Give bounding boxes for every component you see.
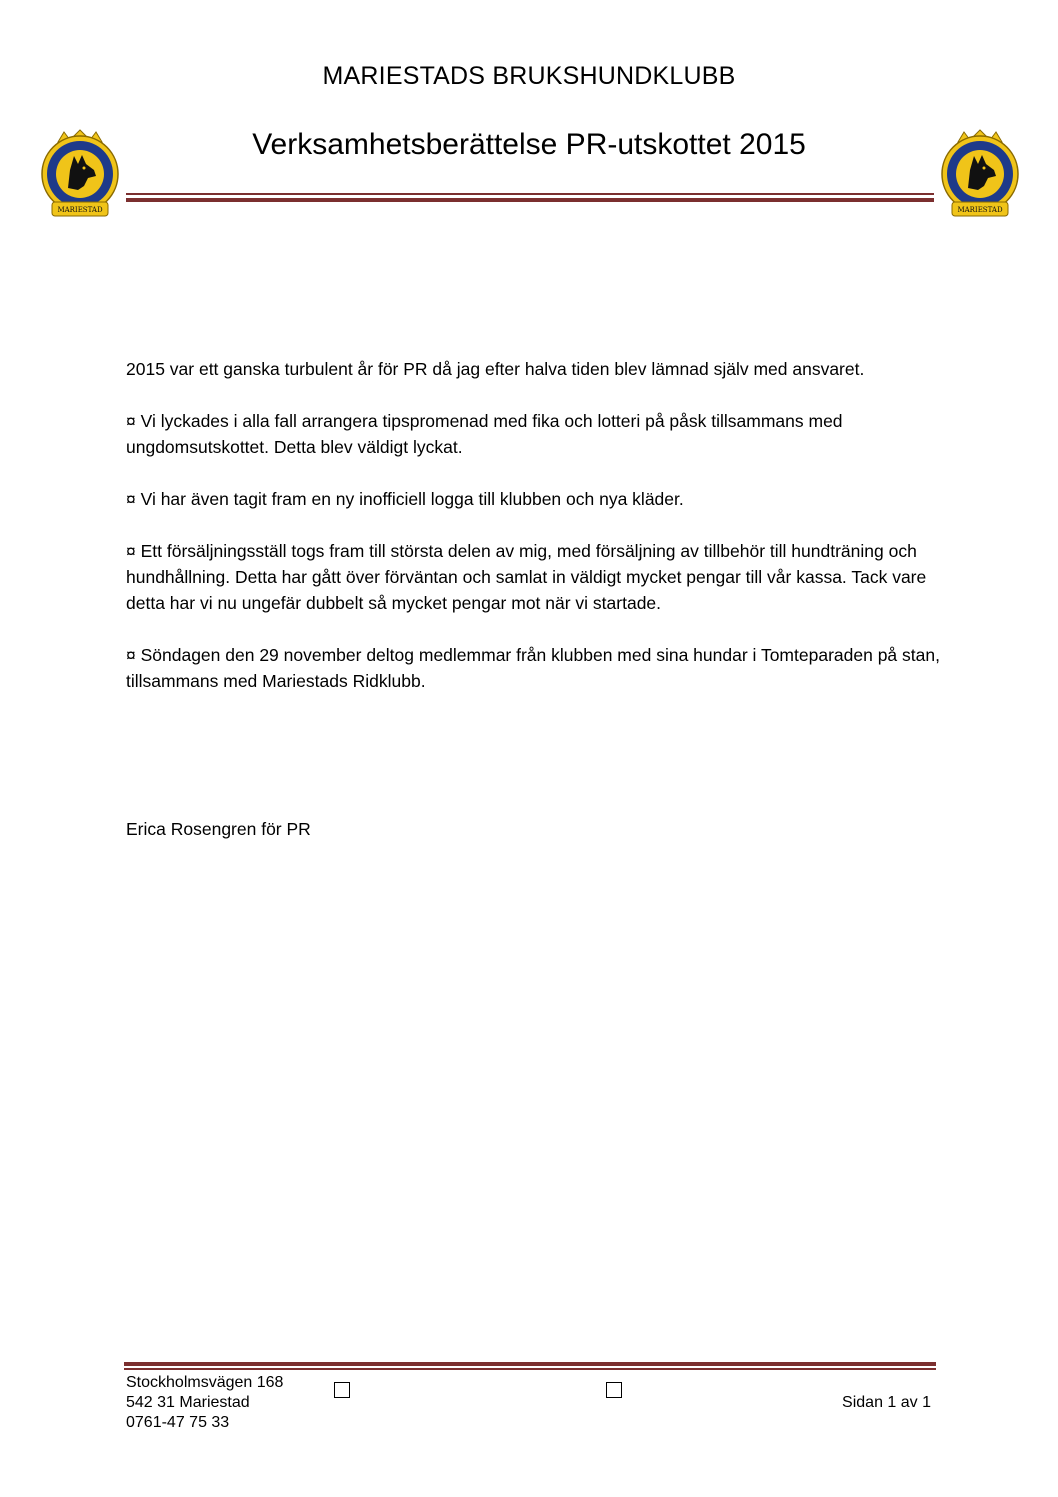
footer-checkbox-1[interactable] — [334, 1382, 350, 1398]
address-city: 542 31 Mariestad — [126, 1394, 250, 1411]
report-body — [126, 356, 946, 720]
svg-text:MARIESTAD: MARIESTAD — [57, 206, 103, 214]
paragraph-logga: ¤ Vi har även tagit fram en ny inofficiell logga till klubben och nya kläder. — [126, 489, 684, 509]
paragraph-tipspromenad: ¤ Vi lyckades i alla fall arrangera tipspromenad med fika och lotteri på påsk tillsammans med ungdomsutskottet. Detta blev väldigt lyckat. — [126, 411, 843, 457]
svg-text:MARIESTAD: MARIESTAD — [957, 206, 1003, 214]
club-logo-left — [34, 124, 126, 222]
address-phone: 0761-47 75 33 — [126, 1414, 230, 1431]
address-street: Stockholmsvägen 168 — [126, 1374, 284, 1391]
signature: Erica Rosengren för PR — [126, 819, 311, 839]
page-number: Sidan 1 av 1 — [842, 1394, 931, 1411]
paragraph-forsaljning: ¤ Ett försäljningsställ togs fram till största delen av mig, med försäljning av tillbehör till hundträning och hundhållning. Detta har gått över förväntan och samlat in väldigt mycket pengar till vår kassa. Tack vare detta har vi nu ungefär dubbelt så mycket pengar mot när vi startade. — [126, 541, 927, 613]
document-title: Verksamhetsberättelse PR-utskottet 2015 — [252, 128, 806, 161]
club-logo-emblem — [942, 130, 1018, 216]
header-rule-top — [126, 193, 934, 195]
header-rule-bottom — [126, 198, 934, 202]
footer-rule-bottom — [124, 1368, 936, 1370]
footer-rule-top — [124, 1362, 936, 1366]
club-logo-right — [934, 124, 1026, 222]
club-logo-emblem — [42, 130, 118, 216]
footer-address — [126, 1373, 283, 1433]
paragraph-tomteparaden: ¤ Söndagen den 29 november deltog medlemmar från klubben med sina hundar i Tomteparaden på stan, tillsammans med Mariestads Ridklubb. — [126, 645, 940, 691]
footer-checkbox-2[interactable] — [606, 1382, 622, 1398]
organization-name: MARIESTADS BRUKSHUNDKLUBB — [322, 62, 736, 90]
paragraph-intro: 2015 var ett ganska turbulent år för PR då jag efter halva tiden blev lämnad själv med ansvaret. — [126, 359, 865, 379]
